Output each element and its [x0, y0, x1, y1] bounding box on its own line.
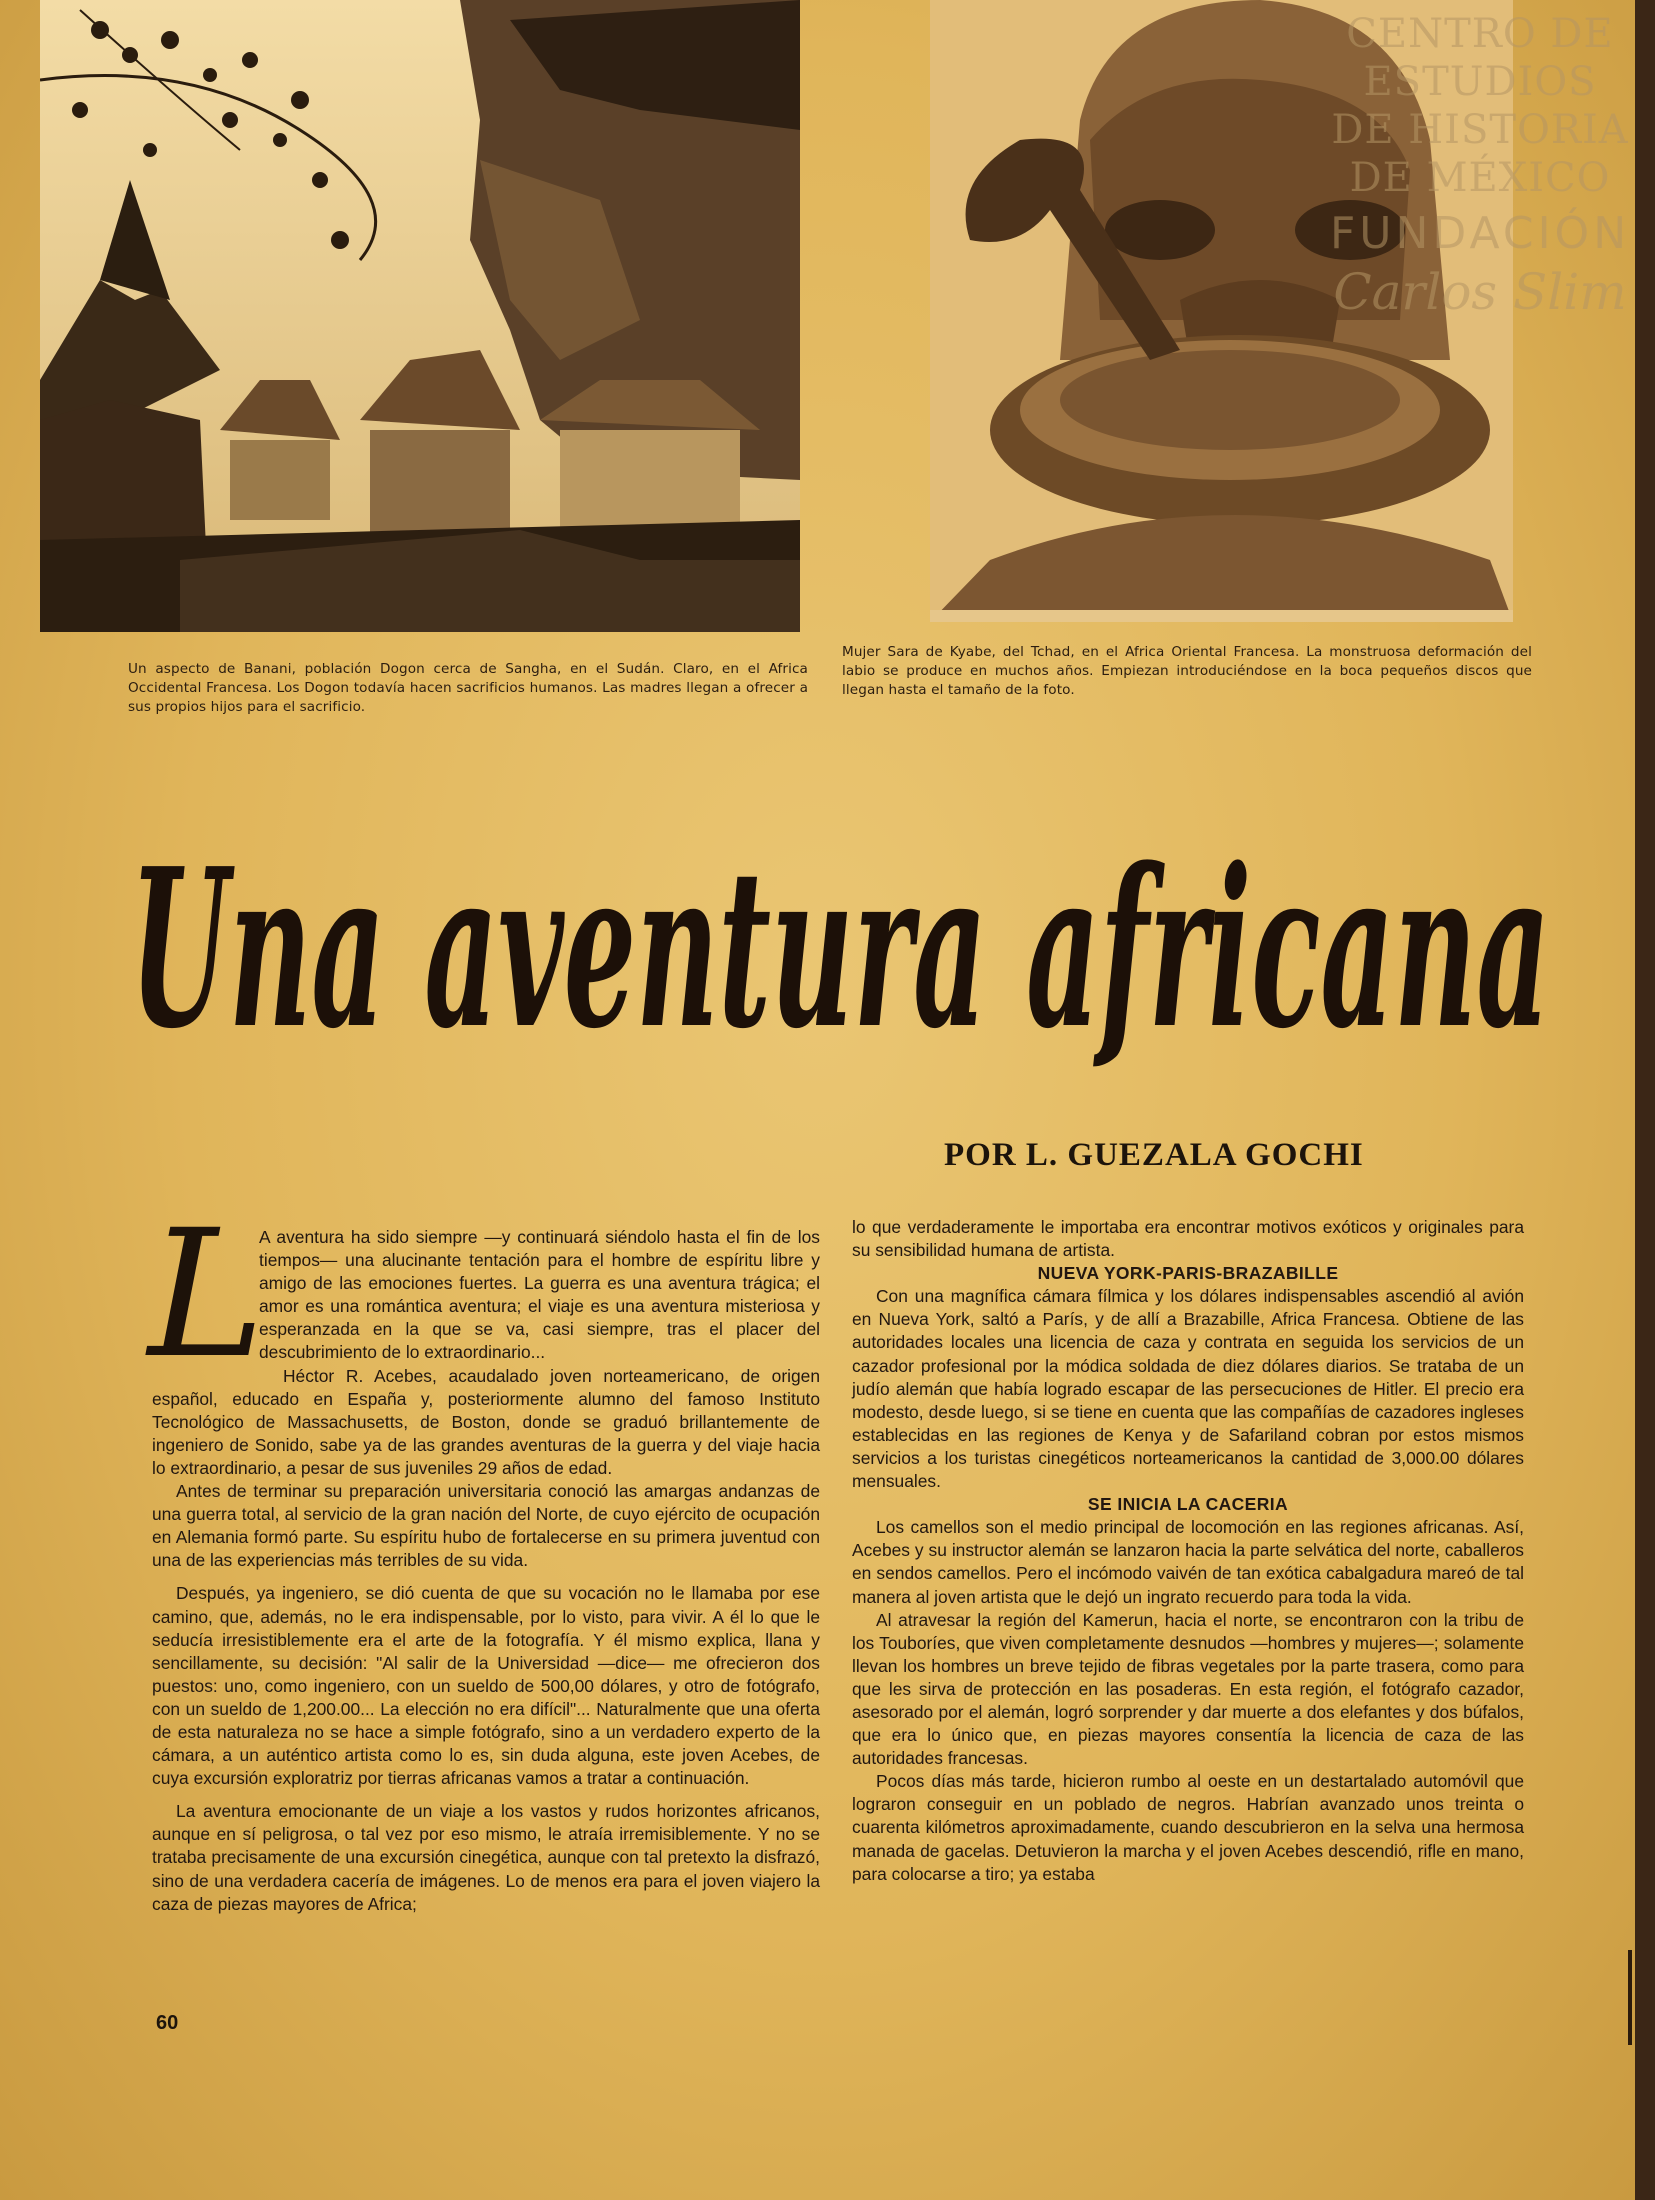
- photo-dogon-village: [40, 0, 800, 632]
- watermark-line-1: CENTRO DE: [1346, 11, 1614, 57]
- article-column-left: [148, 1192, 820, 1916]
- drop-cap: L: [148, 1192, 265, 1397]
- edge-mark: [1628, 1950, 1632, 2045]
- paragraph: A aventura ha sido siempre —y continuará siéndolo hasta el fin de los tiempos— una alucinante tentación para el hombre de espíritu libre y amigo de las emociones fuertes. La guerra es una aventura trágica; el amor es una romántica aventura; el viaje es una aventura misteriosa y esperanzada en la que se va, casi siempre, tras el placer del descubrimiento de lo extraordinario...: [259, 1227, 820, 1363]
- section-heading: NUEVA YORK-PARIS-BRAZABILLE: [1037, 1263, 1339, 1284]
- paragraph: Al atravesar la región del Kamerun, hacia el norte, se encontraron con la tribu de los Touboríes, que viven completamente desnudos —hombres y mujeres—; solamente llevan los hombres un breve tejido de fibras vegetales por la parte trasera, como para que les sirva de protección en las posaderas. En esta región, el fotógrafo cazador, asesorado por el alemán, logró sorprender y dar muerte a dos elefantes y dos búfalos, que era lo único que, en piezas mayores consentía la licencia de caza de las autoridades francesas.: [852, 1609, 1524, 1769]
- village-photo-illustration: [40, 0, 800, 632]
- paragraph: Con una magnífica cámara fílmica y los dólares indispensables ascendió al avión en Nueva York, saltó a París, y de allí a Brazabille, Africa Francesa. Obtiene de las autoridades locales una licencia de caza y contrata en seguida los servicios de un cazador profesional por la módica soldada de diez dólares diarios. Se trataba de un judío alemán que había logrado escapar de las persecuciones de Hitler. El precio era modesto, desde luego, si se tiene en cuenta que las compañías de cazadores ingleses establecidas en las regiones de Kenya y de Safariland cobran por estos mismos servicios a los turistas cinegéticos norteamericanos la cantidad de 3,000.00 dólares mensuales.: [852, 1286, 1524, 1492]
- article-title: [100, 780, 1580, 1110]
- scan-background: [1635, 0, 1655, 2200]
- paragraph: Después, ya ingeniero, se dió cuenta de que su vocación no le llamaba por ese camino, que, además, no le era indispensable, por lo visto, para vivir. A él lo que le seducía irresistiblemente era el arte de la fotografía. Y él mismo explica, llana y sencillamente, su decisión: "Al salir de la Universidad —dice— me ofrecieron dos puestos: uno, como ingeniero, con un sueldo de 500,00 dólares, y otro de fotógrafo, con un sueldo de 1,200.00... La elección no era difícil"... Naturalmente que una oferta de esta naturaleza no se hace a simple fotógrafo, sino a un verdadero experto de la cámara, a un auténtico artista como lo es, sin duda alguna, este joven Acebes, de cuya excursión exploratriz por tierras africanas vamos a tratar a continuación.: [152, 1583, 820, 1789]
- watermark-signature: Carlos Slim: [1333, 263, 1627, 321]
- watermark: [1330, 10, 1630, 321]
- watermark-line-2: ESTUDIOS: [1363, 59, 1597, 105]
- paragraph: Los camellos son el medio principal de locomoción en las regiones africanas. Así, Acebes y su instructor alemán se lanzaron hacia la parte selvática del norte, caballeros en sendos camellos. Pero el incómodo vaivén de tan exótica cabalgadura mareó de tal manera al joven artista que le dejó un ingrato recuerdo para toda la vida.: [852, 1517, 1524, 1607]
- page-number: 60: [156, 2012, 179, 2034]
- article-title-text: Una aventura africana: [130, 821, 1550, 1077]
- paragraph: lo que verdaderamente le importaba era encontrar motivos exóticos y originales para su sensibilidad humana de artista.: [852, 1217, 1524, 1261]
- caption-left: Un aspecto de Banani, población Dogon cerca de Sangha, en el Sudán. Claro, en el Africa Occidental Francesa. Los Dogon todavía hacen sacrificios humanos. Las madres llegan a ofrecer a sus propios hijos para el sacrificio.: [128, 661, 808, 715]
- byline: POR L. GUEZALA GOCHI: [944, 1137, 1364, 1173]
- caption-right: Mujer Sara de Kyabe, del Tchad, en el Africa Oriental Francesa. La monstruosa deformación del labio se produce en muchos años. Empiezan introduciéndose en la boca pequeños discos que llegan hasta el tamaño de la foto.: [842, 644, 1532, 698]
- article-column-right: [852, 1216, 1524, 1886]
- section-heading: SE INICIA LA CACERIA: [1087, 1494, 1289, 1515]
- paragraph: Héctor R. Acebes, acaudalado joven norteamericano, de origen español, educado en España y, posteriormente alumno del famoso Instituto Tecnológico de Massachusetts, de Boston, donde se graduó brillantemente de ingeniero de Sonido, sabe ya de las grandes aventuras de la guerra y del viaje hacia lo extraordinario, a pesar de sus juveniles 29 años de edad.: [152, 1365, 820, 1478]
- watermark-line-3: DE HISTORIA: [1331, 107, 1629, 153]
- watermark-foundation: FUNDACIÓN: [1330, 208, 1631, 259]
- paragraph: La aventura emocionante de un viaje a los vastos y rudos horizontes africanos, aunque en sí peligrosa, o tal vez por eso mismo, le atraía irremisiblemente. Y no se trataba precisamente de una excursión cinegética, aunque con tal pretexto la disfrazó, sino de una verdadera cacería de imágenes. Lo de menos era para el joven viajero la caza de piezas mayores de Africa;: [152, 1801, 820, 1914]
- paragraph: Pocos días más tarde, hicieron rumbo al oeste en un destartalado automóvil que lograron conseguir en un poblado de negros. Habrían avanzado unos treinta o cuarenta kilómetros aproximadamente, cuando descubrieron en la selva una hermosa manada de gacelas. Detuvieron la marcha y el joven Acebes descendió, rifle en mano, para colocarse a tiro; ya estaba: [852, 1771, 1524, 1884]
- paragraph: Antes de terminar su preparación universitaria conoció las amargas andanzas de una guerra total, al servicio de la gran nación del Norte, de cuyo ejército de ocupación en Alemania formó parte. Su espíritu hubo de fortalecerse en su primera juventud con una de las experiencias más terribles de su vida.: [152, 1481, 820, 1571]
- watermark-line-4: DE MÉXICO: [1349, 155, 1611, 201]
